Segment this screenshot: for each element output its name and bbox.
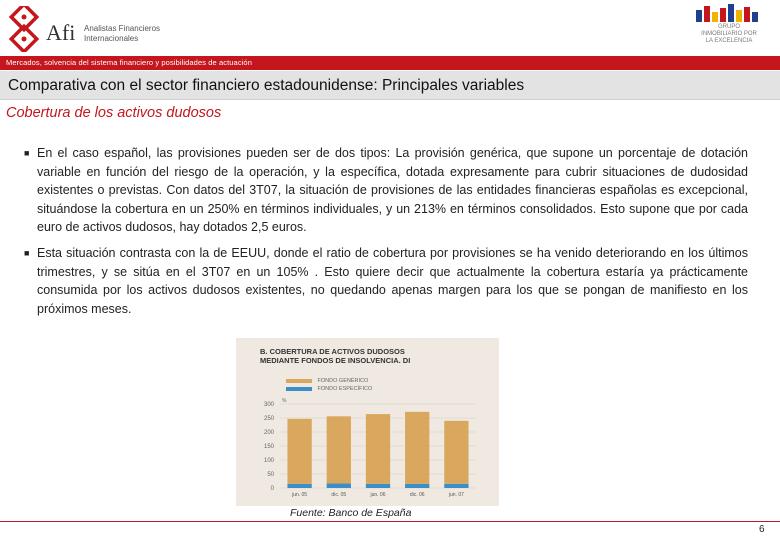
bar-segment [444, 484, 468, 488]
section-label: Mercados, solvencia del sistema financiero y posibilidades de actuación [6, 58, 252, 67]
y-tick-label: 50 [267, 472, 274, 478]
chart-plot [236, 338, 499, 506]
brand-word: Afi [46, 20, 76, 45]
afi-logo [6, 6, 206, 54]
chart-title-line1: B. COBERTURA DE ACTIVOS DUDOSOS [260, 347, 405, 356]
group-line1: GRUPO [717, 24, 740, 30]
x-tick-label: jun. 06 [370, 492, 386, 498]
y-tick-label: 300 [263, 402, 274, 408]
brand-sub-line1: Analistas Financieros [84, 24, 161, 33]
group-logo-icon [690, 4, 768, 24]
bar-segment [287, 484, 311, 488]
chart-title-line2: MEDIANTE FONDOS DE INSOLVENCIA. DI [260, 355, 411, 365]
section-bar [0, 56, 780, 70]
group-line2: INMOBILIARIO POR [701, 31, 757, 37]
bar-segment [327, 416, 351, 483]
group-line3: LA EXCELENCIA [705, 38, 753, 44]
bullet-square-icon: ■ [24, 248, 30, 258]
bar-segment [444, 421, 468, 484]
y-tick-label: 250 [263, 416, 274, 422]
legend-label: FONDO ESPECÍFICO [317, 386, 373, 392]
bar-segment [287, 419, 311, 484]
x-tick-label: dic. 06 [409, 492, 425, 498]
bar-segment [405, 484, 429, 488]
bullet-text: En el caso español, las provisiones pueden ser de dos tipos: La provisión genérica, que supone un porcentaje de dotación variable en función del riesgo de la operación, y la específica, dotada expresamente para cubrir situaciones de dudosidad existentes o previstas. Con datos del 3T07, la situación de provisiones de las entidades financieras españolas es excepcional, situándose la cobertura en un 250% en términos individuales, y un 213% en términos consolidados. Esto supone que por cada euro de activos dudosos, hay dotados 2,5 euros. [37, 146, 748, 235]
y-tick-label: 200 [263, 430, 274, 436]
x-tick-label: jun. 05 [292, 492, 308, 498]
bullet-square-icon: ■ [24, 148, 30, 158]
group-logo [690, 4, 768, 50]
title-bar [0, 71, 780, 100]
page-title: Comparativa con el sector financiero estadounidense: Principales variables [8, 77, 525, 94]
bar-segment [327, 484, 351, 488]
group-logo-text [690, 24, 768, 45]
bullet-item [24, 244, 748, 318]
bar-segment [405, 412, 429, 484]
footer-divider [0, 521, 780, 522]
y-unit-label: % [282, 398, 287, 404]
y-tick-label: 0 [270, 486, 274, 492]
x-tick-label: jun. 07 [448, 492, 464, 498]
afi-logo-icon [6, 6, 42, 52]
bullet-text: Esta situación contrasta con la de EEUU, donde el ratio de cobertura por provisiones se ha venido deteriorando en los últimos trimestres, y se sitúa en el 3T07 en un 105% . Esto quiere decir que actualmente la cobertura estaría ya prácticamente consumida por los activos dudosos existentes, no quedando apenas margen para los que se pongan de manifiesto en los próximos meses. [37, 246, 748, 316]
brand-subtitle [84, 24, 160, 44]
y-tick-label: 100 [263, 458, 274, 464]
page-number: 6 [759, 524, 765, 535]
source-note: Fuente: Banco de España [290, 507, 412, 519]
chart-figure [236, 338, 499, 506]
bar-segment [366, 484, 390, 488]
legend-label: FONDO GENÉRICO [317, 378, 369, 384]
bar-segment [366, 414, 390, 484]
y-tick-label: 150 [263, 444, 274, 450]
brand-sub-line2: Internacionales [84, 34, 139, 43]
x-tick-label: dic. 05 [331, 492, 347, 498]
page-subtitle: Cobertura de los activos dudosos [6, 105, 222, 121]
bullet-item [24, 144, 748, 237]
